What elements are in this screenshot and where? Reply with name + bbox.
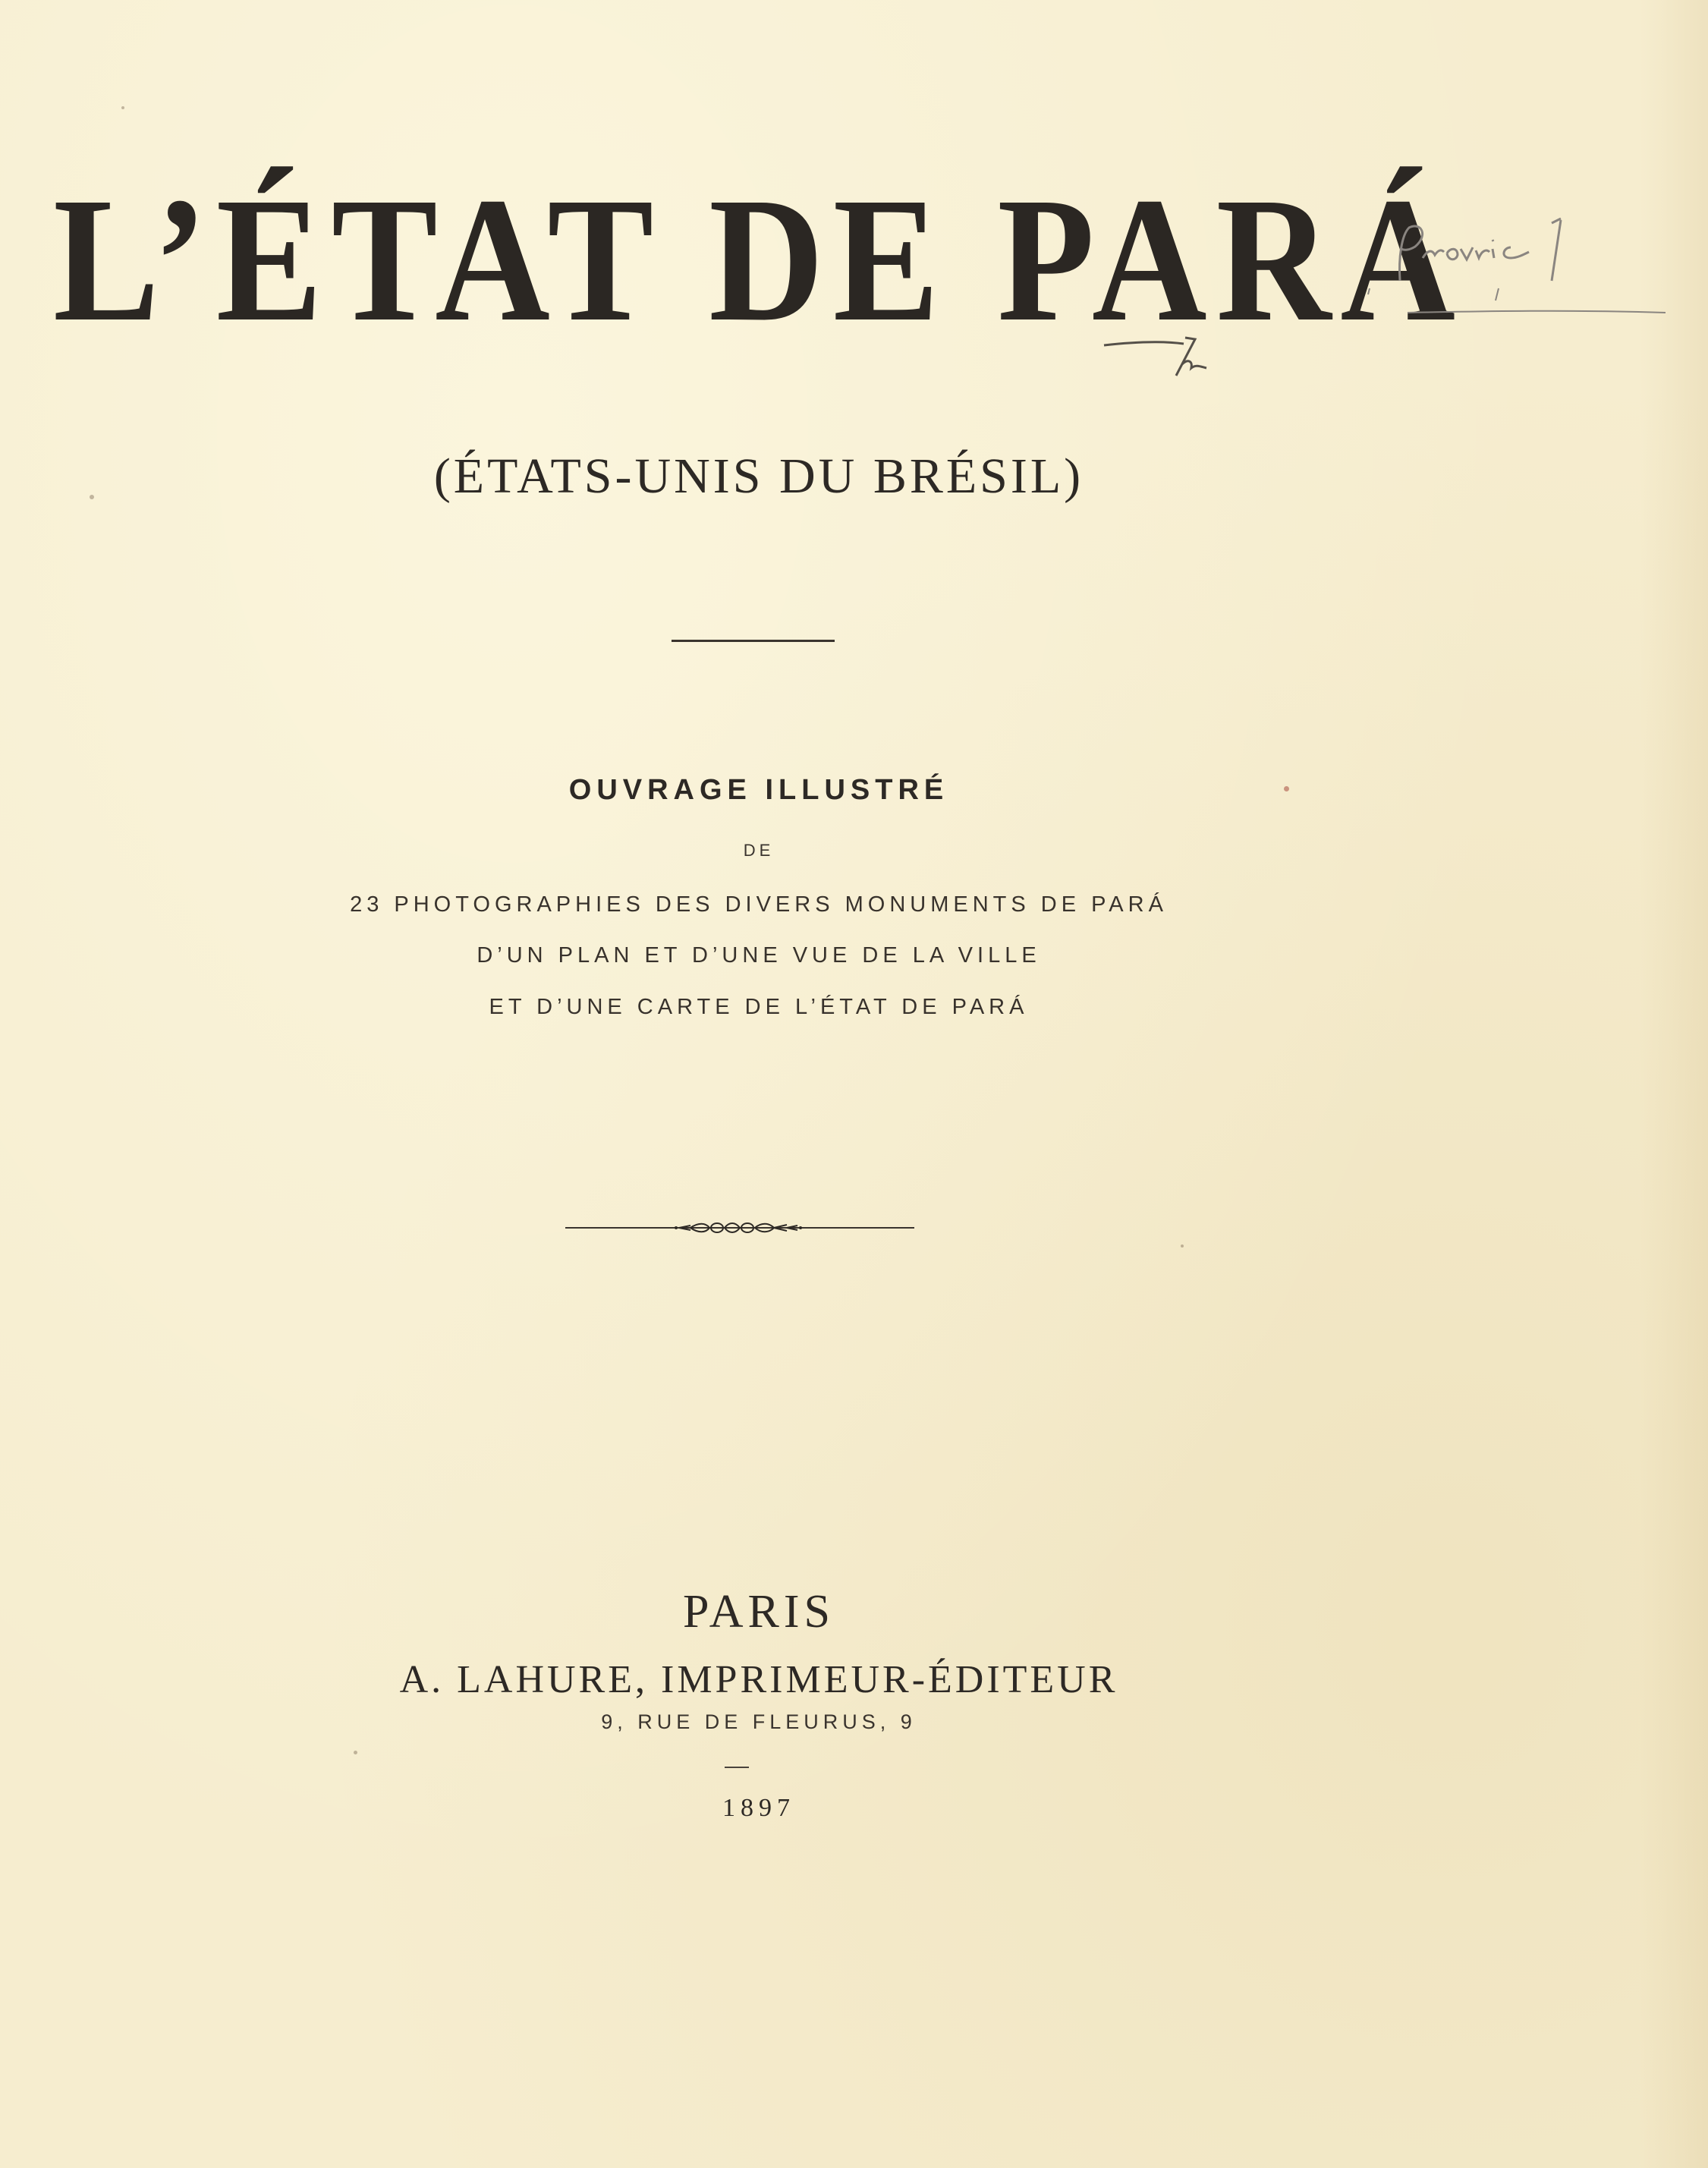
small-dash [725, 1767, 749, 1768]
publisher-address: 9, RUE DE FLEURUS, 9 [601, 1710, 917, 1733]
illustration-line: ET D’UNE CARTE DE L’ÉTAT DE PARÁ [489, 995, 1029, 1019]
paper-speck [354, 1751, 357, 1754]
book-title: L’ÉTAT DE PARÁ [53, 161, 1464, 359]
paper-speck [1181, 1244, 1184, 1248]
paper-speck [121, 106, 124, 109]
publication-year: 1897 [722, 1794, 795, 1822]
handwritten-note [1362, 205, 1681, 341]
illustration-line: D’UN PLAN ET D’UNE VUE DE LA VILLE [477, 943, 1041, 968]
illustration-connector: DE [743, 841, 775, 860]
divider-rule [672, 640, 835, 642]
publisher-name: A. LAHURE, IMPRIMEUR-ÉDITEUR [399, 1658, 1118, 1701]
publication-city: PARIS [682, 1586, 835, 1638]
paper-speck [1284, 786, 1289, 791]
paper-speck [90, 495, 94, 499]
ornamental-divider-icon [565, 1216, 914, 1239]
handwritten-mark [1100, 323, 1237, 383]
book-subtitle: (ÉTATS-UNIS DU BRÉSIL) [433, 448, 1084, 504]
illustration-heading: OUVRAGE ILLUSTRÉ [568, 774, 949, 806]
illustration-line: 23 PHOTOGRAPHIES DES DIVERS MONUMENTS DE PARÁ [350, 892, 1168, 917]
